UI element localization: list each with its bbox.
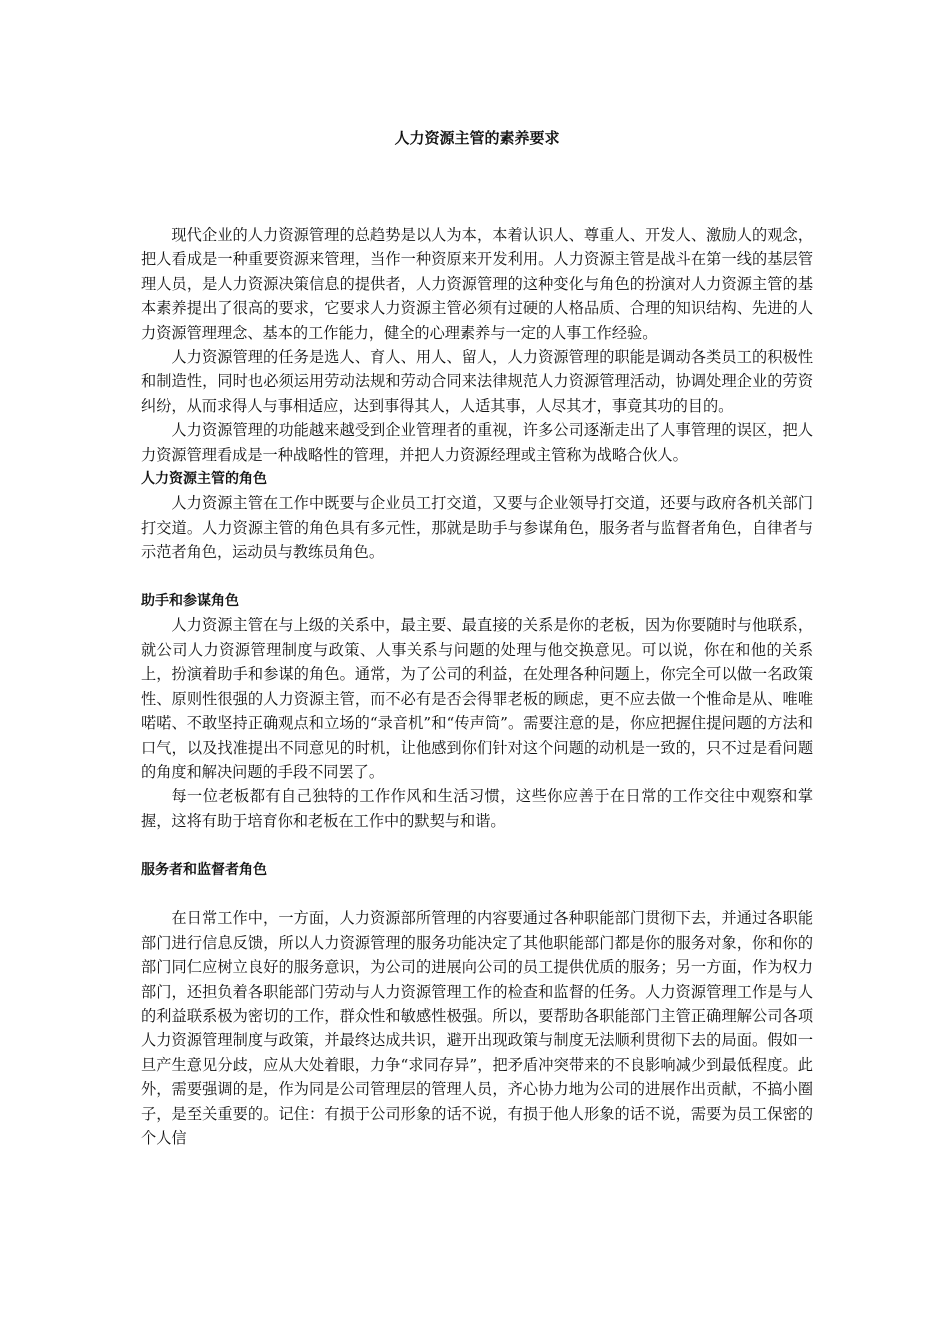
intro-paragraph-2: 人力资源管理的任务是选人、育人、用人、留人，人力资源管理的职能是调动各类员工的积极性和制造性，同时也必须运用劳动法规和劳动合同来法律规范人力资源管理活动，协调处理企业的劳资纠纷，从而求得人与事相适应，达到事得其人，人适其事，人尽其才，事竟其功的目的。 — [141, 348, 813, 415]
section-heading-service: 服务者和监督者角色 — [141, 861, 267, 878]
service-paragraph: 在日常工作中，一方面，人力资源部所管理的内容要通过各种职能部门贯彻下去，并通过各职能部门进行信息反馈，所以人力资源管理的服务功能决定了其他职能部门都是你的服务对象，你和你的部门同仁应树立良好的服务意识，为公司的进展向公司的员工提供优质的服务；另一方面，作为权力部门，还担负着各职能部门劳动与人力资源管理工作的检查和监督的任务。人力资源管理工作是与人的利益联系极为密切的工作，群众性和敏感性极强。所以，要帮助各职能部门主管正确理解公司各项人力资源管理制度与政策，并最终达成共识，避开出现政策与制度无法顺利贯彻下去的局面。假如一旦产生意见分歧，应从大处着眼，力争“求同存异”，把矛盾冲突带来的不良影响减少到最低程度。此外，需要强调的是，作为同是公司管理层的管理人员，齐心协力地为公司的进展作出贡献，不搞小圈子，是至关重要的。记住：有损于公司形象的话不说，有损于他人形象的话不说，需要为员工保密的个人信 — [141, 909, 813, 1147]
intro-paragraph-3: 人力资源管理的功能越来越受到企业管理者的重视，许多公司逐渐走出了人事管理的误区，把人力资源管理看成是一种战略性的管理，并把人力资源经理或主管称为战略合伙人。 — [141, 421, 813, 464]
section-heading-assistant: 助手和参谋角色 — [141, 593, 239, 610]
document-body — [141, 223, 813, 1150]
assistant-paragraph-2: 每一位老板都有自己独特的工作作风和生活习惯，这些你应善于在日常的工作交往中观察和掌握，这将有助于培育你和老板在工作中的默契与和谐。 — [141, 787, 813, 830]
role-paragraph: 人力资源主管在工作中既要与企业员工打交道，又要与企业领导打交道，还要与政府各机关部门打交道。人力资源主管的角色具有多元性，那就是助手与参谋角色，服务者与监督者角色，自律者与示范者角色，运动员与教练员角色。 — [141, 494, 813, 562]
assistant-paragraph-1: 人力资源主管在与上级的关系中，最主要、最直接的关系是你的老板，因为你要随时与他联系，就公司人力资源管理制度与政策、人事关系与问题的处理与他交换意见。可以说，你在和他的关系上，扮演着助手和参谋的角色。通常，为了公司的利益，在处理各种问题上，你完全可以做一名政策性、原则性很强的人力资源主管，而不必有是否会得罪老板的顾虑，更不应去做一个惟命是从、唯唯喏喏、不敢坚持正确观点和立场的“录音机”和“传声筒”。需要注意的是，你应把握住提问题的方法和口气，以及找准提出不同意见的时机，让他感到你们针对这个问题的动机是一致的，只不过是看问题的角度和解决问题的手段不同罢了。 — [141, 616, 813, 781]
paragraph-spacer — [141, 882, 813, 906]
paragraph-spacer — [141, 565, 813, 589]
section-heading-role: 人力资源主管的角色 — [141, 471, 267, 488]
paragraph-spacer — [141, 833, 813, 857]
intro-paragraph-1: 现代企业的人力资源管理的总趋势是以人为本，本着认识人、尊重人、开发人、激励人的观念，把人看成是一种重要资源来管理，当作一种资原来开发利用。人力资源主管是战斗在第一线的基层管理人员，是人力资源决策信息的提供者，人力资源管理的这种变化与角色的扮演对人力资源主管的基本素养提出了很高的要求，它要求人力资源主管必须有过硬的人格品质、合理的知识结构、先进的人力资源管理理念、基本的工作能力，健全的心理素养与一定的人事工作经验。 — [141, 226, 813, 342]
document-title: 人力资源主管的素养要求 — [394, 129, 560, 147]
